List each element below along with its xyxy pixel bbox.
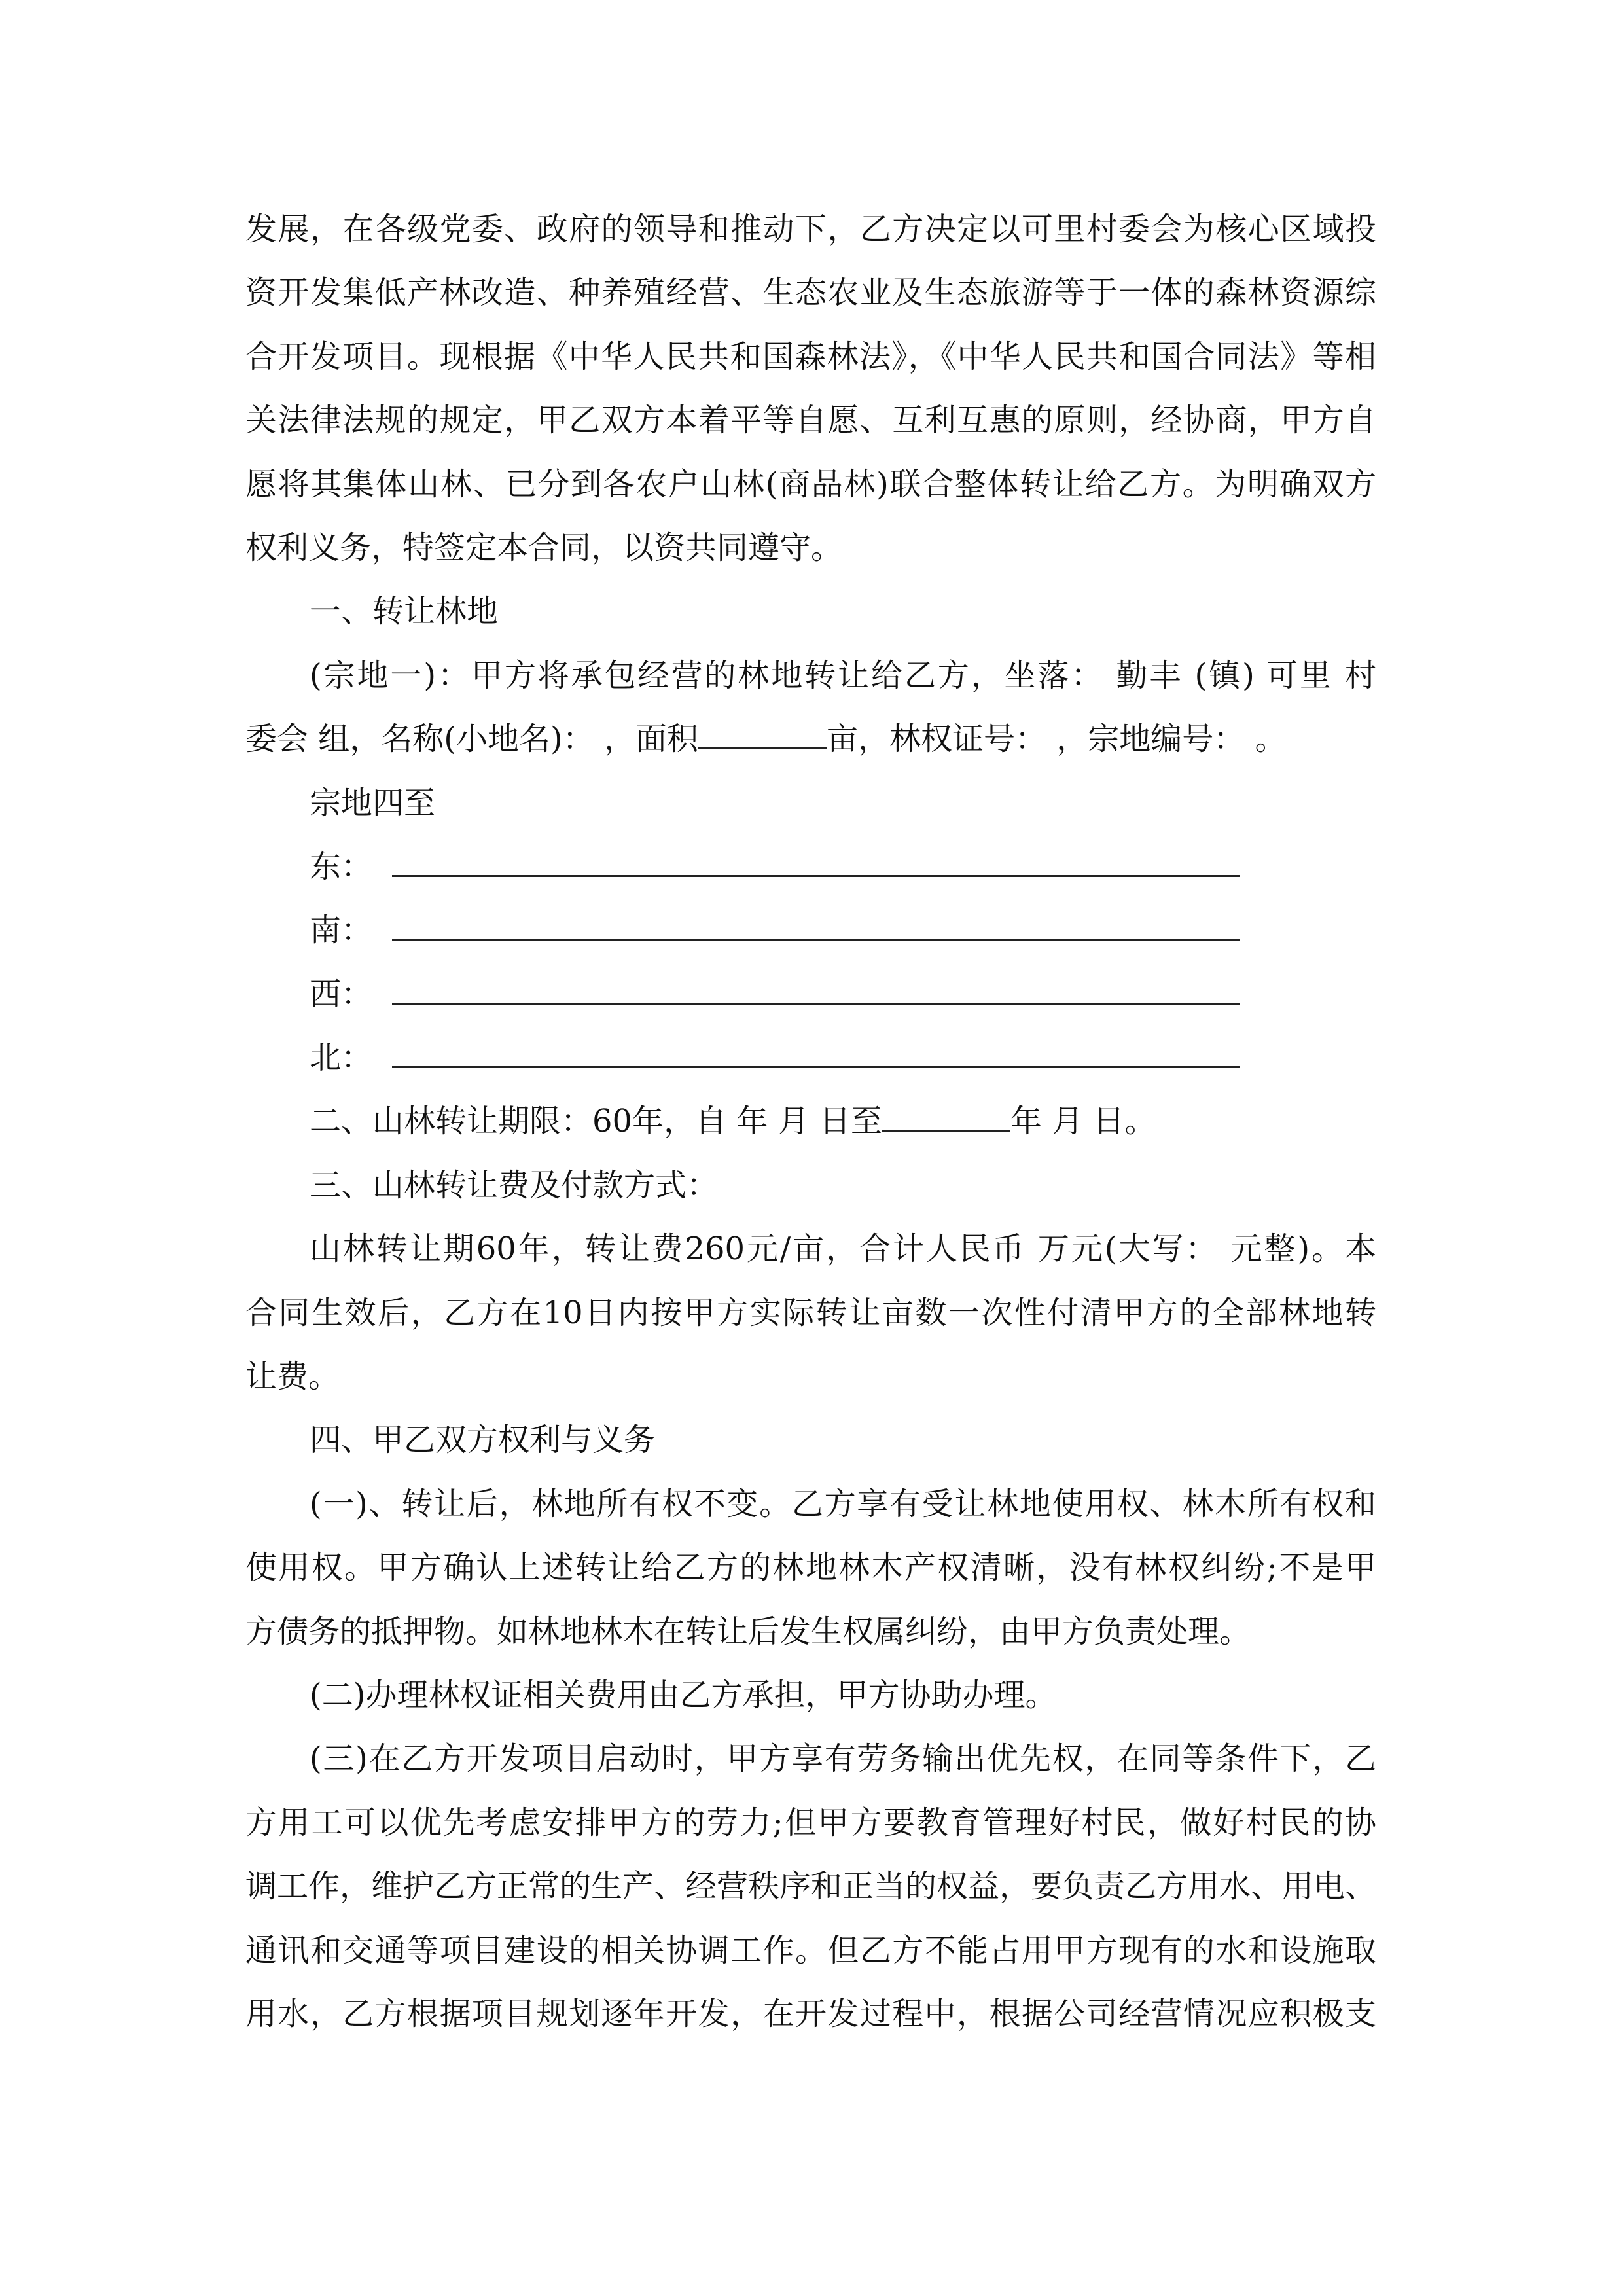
section-2-term — [245, 1090, 1376, 1153]
item-1-line: 方债务的抵押物。如林地林木在转让后发生权属纠纷，由甲方负责处理。 — [245, 1613, 1251, 1650]
boundary-label: 南： — [310, 912, 373, 949]
section-1-heading: 一、转让林地 — [310, 593, 499, 630]
parcel-text: 亩，林权证号： ，宗地编号： 。 — [826, 721, 1287, 758]
item-3-line: 用水，乙方根据项目规划逐年开发，在开发过程中，根据公司经营情况应积极支 — [245, 1995, 1376, 2032]
parcel-text: 委会 组，名称(小地名)： ，面积 — [245, 721, 698, 758]
boundary-north — [245, 1026, 1376, 1090]
intro-line: 愿将其集体山林、已分到各农户山林(商品林)联合整体转让给乙方。为明确双方 — [245, 465, 1376, 503]
boundary-blank — [392, 963, 1240, 1005]
intro-line: 发展，在各级党委、政府的领导和推动下，乙方决定以可里村委会为核心区域投 — [245, 211, 1376, 247]
section-3-heading: 三、山林转让费及付款方式： — [310, 1166, 719, 1204]
boundary-west — [245, 963, 1376, 1026]
fee-line: 山林转让期60年，转让费260元/亩，合计人民币 万元(大写： 元整)。本 — [310, 1230, 1376, 1268]
fee-line: 让费。 — [245, 1358, 340, 1395]
intro-line: 关法律法规的规定，甲乙双方本着平等自愿、互利互惠的原则，经协商，甲方自 — [245, 402, 1376, 439]
fee-line: 合同生效后，乙方在10日内按甲方实际转让亩数一次性付清甲方的全部林地转 — [245, 1294, 1376, 1331]
boundary-label: 北： — [310, 1039, 373, 1077]
intro-line: 合开发项目。现根据《中华人民共和国森林法》，《中华人民共和国合同法》等相 — [245, 338, 1376, 375]
intro-line: 权利义务，特签定本合同，以资共同遵守。 — [245, 529, 843, 566]
boundary-east — [245, 835, 1376, 899]
boundary-blank — [392, 899, 1240, 941]
boundary-label: 西： — [310, 975, 373, 1013]
boundary-blank — [392, 1027, 1240, 1068]
item-1-line: 使用权。甲方确认上述转让给乙方的林地林木产权清晰，没有林权纠纷;不是甲 — [245, 1549, 1376, 1587]
parcel-line: (宗地一)：甲方将承包经营的林地转让给乙方，坐落： 勤丰 (镇) 可里 村 — [310, 656, 1376, 694]
intro-line: 资开发集低产林改造、种养殖经营、生态农业及生态旅游等于一体的森林资源综 — [245, 274, 1376, 312]
boundary-south — [245, 899, 1376, 962]
item-3-line: (三)在乙方开发项目启动时，甲方享有劳务输出优先权，在同等条件下，乙 — [310, 1740, 1376, 1778]
section-4-heading: 四、甲乙双方权利与义务 — [310, 1422, 656, 1459]
boundaries-title: 宗地四至 — [310, 784, 436, 821]
contract-page — [245, 198, 1376, 2046]
boundary-blank — [392, 836, 1240, 877]
term-text: 年 月 日。 — [1010, 1103, 1156, 1140]
parcel-line — [245, 708, 1376, 771]
item-3-line: 方用工可以优先考虑安排甲方的劳力;但甲方要教育管理好村民，做好村民的协 — [245, 1804, 1376, 1841]
year-blank — [882, 1090, 1010, 1132]
item-3-line: 通讯和交通等项目建设的相关协调工作。但乙方不能占用甲方现有的水和设施取 — [245, 1931, 1376, 1969]
area-blank — [698, 708, 827, 749]
item-1-line: (一)、转让后，林地所有权不变。乙方享有受让林地使用权、林木所有权和 — [310, 1485, 1376, 1522]
item-3-line: 调工作，维护乙方正常的生产、经营秩序和正当的权益，要负责乙方用水、用电、 — [245, 1868, 1377, 1905]
term-text: 二、山林转让期限：60年，自 年 月 日至 — [310, 1103, 882, 1140]
item-2-line: (二)办理林权证相关费用由乙方承担，甲方协助办理。 — [310, 1676, 1057, 1713]
boundary-label: 东： — [310, 848, 373, 885]
